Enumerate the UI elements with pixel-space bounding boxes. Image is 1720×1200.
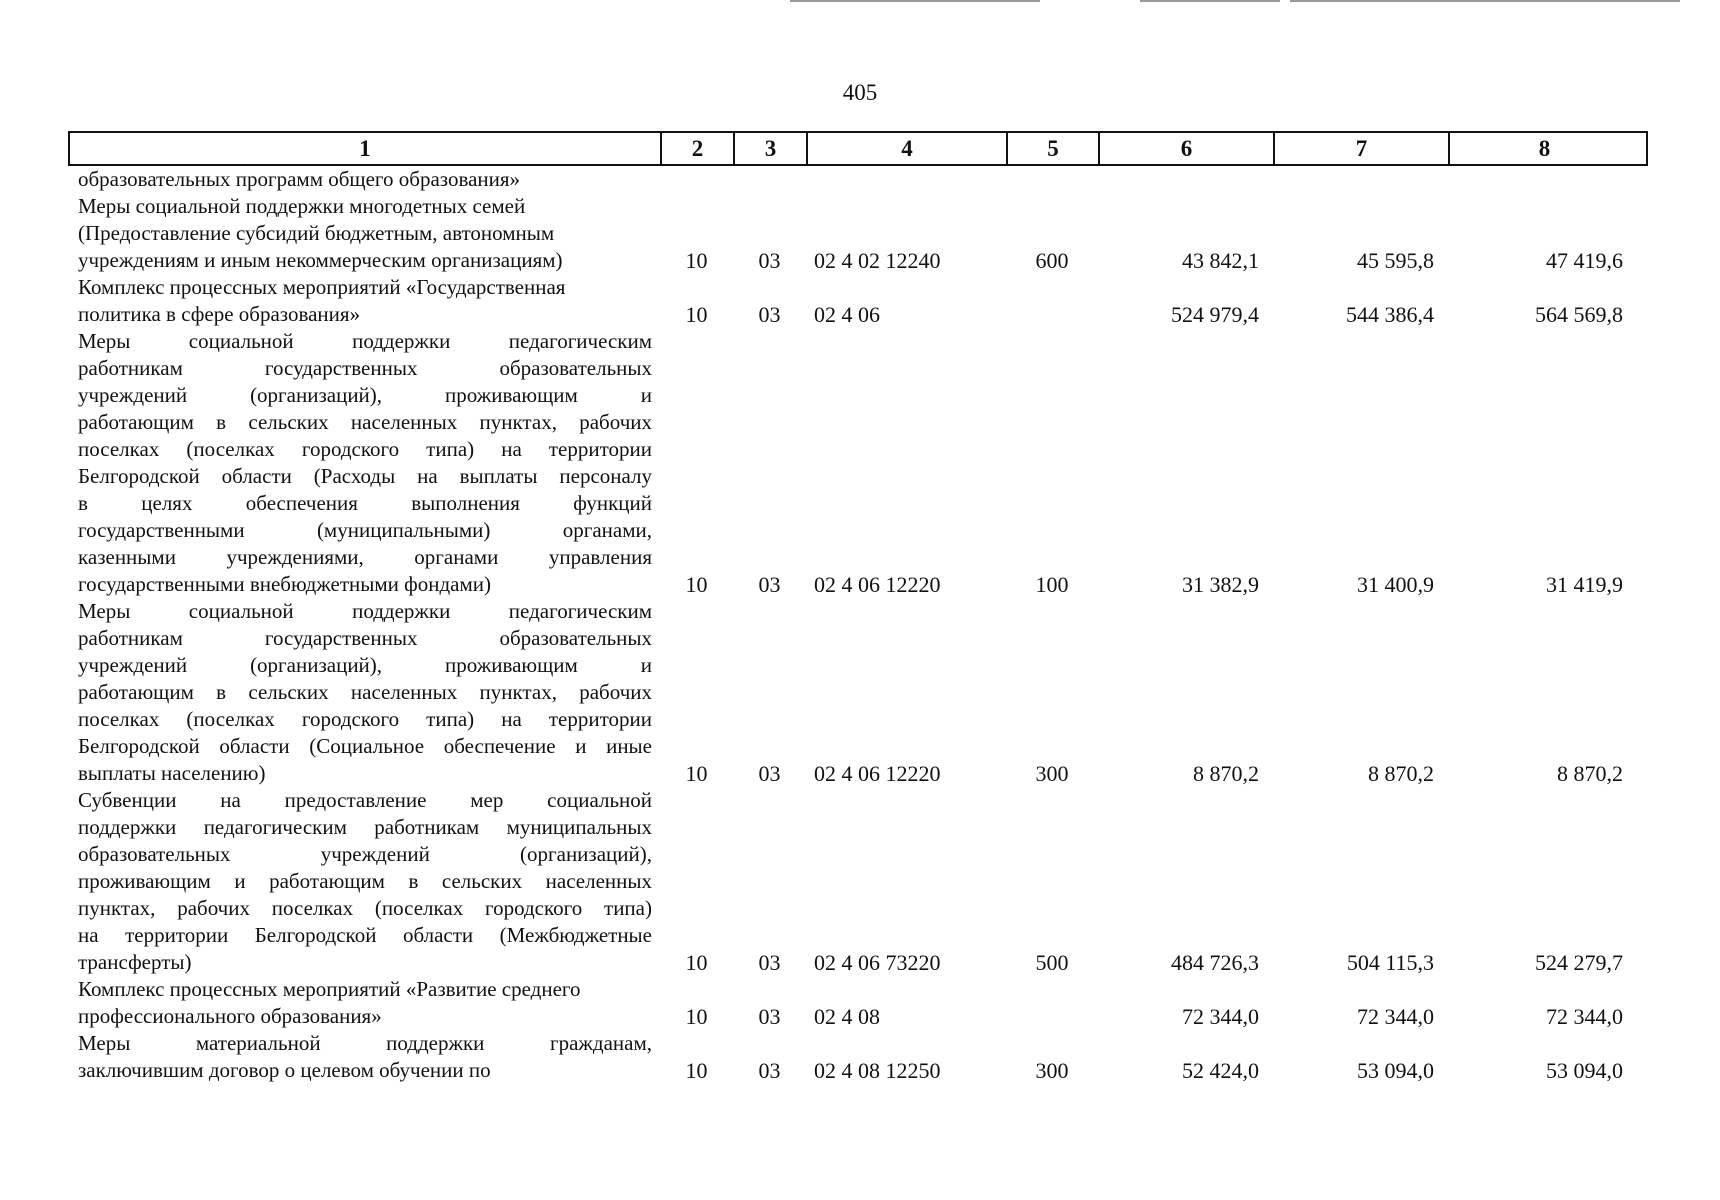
description-line: Субвенции на предоставление мер социальной — [78, 788, 652, 812]
description-line: пунктах, рабочих поселках (поселках городского типа) — [78, 896, 652, 920]
amount-year-1: 43 842,1 — [1182, 248, 1259, 273]
description-line: политика в сфере образования» — [78, 302, 361, 326]
row-description — [68, 274, 660, 328]
subsection-code: 03 — [758, 1004, 781, 1029]
table-row — [68, 328, 1648, 598]
amount-year-2: 8 870,2 — [1368, 761, 1434, 786]
subsection-code: 03 — [758, 572, 781, 597]
description-line: профессионального образования» — [78, 1004, 382, 1028]
description-line: Белгородской области (Социальное обеспечение и иные — [78, 734, 652, 758]
budget-table — [68, 131, 1648, 1084]
target-article-code: 02 4 06 — [814, 302, 880, 327]
amount-year-3: 8 870,2 — [1557, 761, 1623, 786]
row-description — [68, 976, 660, 1030]
amount-year-1: 31 382,9 — [1182, 572, 1259, 597]
amount-year-3: 53 094,0 — [1546, 1058, 1623, 1083]
description-line: Меры материальной поддержки гражданам, — [78, 1031, 652, 1055]
amount-year-2: 504 115,3 — [1346, 950, 1434, 975]
target-article-code: 02 4 06 12220 — [814, 761, 941, 786]
description-line: учреждений (организаций), проживающим и — [78, 383, 652, 407]
description-line: образовательных учреждений (организаций), — [78, 842, 652, 866]
description-line: Меры социальной поддержки педагогическим — [78, 599, 652, 623]
column-header-1: 1 — [70, 133, 662, 164]
row-description — [68, 1030, 660, 1084]
column-header-7: 7 — [1275, 133, 1450, 164]
amount-year-1: 72 344,0 — [1182, 1004, 1259, 1029]
column-header-2: 2 — [662, 133, 735, 164]
page-number: 405 — [842, 80, 878, 105]
expense-type-code: 100 — [1035, 572, 1069, 597]
column-header-6: 6 — [1100, 133, 1275, 164]
amount-year-2: 72 344,0 — [1357, 1004, 1434, 1029]
description-line: поселках (поселках городского типа) на территории — [78, 437, 652, 461]
section-code: 10 — [685, 1058, 708, 1083]
scan-artifact-line — [790, 0, 1040, 2]
section-code: 10 — [685, 761, 708, 786]
subsection-code: 03 — [758, 1058, 781, 1083]
column-header-8: 8 — [1538, 136, 1551, 161]
row-description — [68, 328, 660, 598]
amount-year-1: 8 870,2 — [1193, 761, 1259, 786]
amount-year-1: 524 979,4 — [1171, 302, 1259, 327]
description-line: поселках (поселках городского типа) на территории — [78, 707, 652, 731]
expense-type-code: 600 — [1035, 248, 1069, 273]
target-article-code: 02 4 06 12220 — [814, 572, 941, 597]
description-line: работникам государственных образовательных — [78, 626, 652, 650]
amount-year-3: 31 419,9 — [1546, 572, 1623, 597]
expense-type-code: 300 — [1035, 1058, 1069, 1083]
row-description — [68, 193, 660, 274]
description-line: проживающим и работающим в сельских населенных — [78, 869, 652, 893]
section-code: 10 — [685, 1004, 708, 1029]
description-line: (Предоставление субсидий бюджетным, автономным — [78, 221, 555, 245]
subsection-code: 03 — [758, 248, 781, 273]
description-line: на территории Белгородской области (Межбюджетные — [78, 923, 652, 947]
section-code: 10 — [685, 302, 708, 327]
section-code: 10 — [685, 248, 708, 273]
description-line: поддержки педагогическим работникам муниципальных — [78, 815, 652, 839]
description-line: Комплекс процессных мероприятий «Развитие среднего — [78, 977, 581, 1001]
target-article-code: 02 4 08 12250 — [814, 1058, 941, 1083]
table-row — [68, 274, 1648, 328]
amount-year-2: 53 094,0 — [1357, 1058, 1434, 1083]
amount-year-3: 524 279,7 — [1535, 950, 1623, 975]
description-line: Меры социальной поддержки педагогическим — [78, 329, 652, 353]
amount-year-2: 45 595,8 — [1357, 248, 1434, 273]
description-line: выплаты населению) — [78, 761, 266, 785]
amount-year-3: 47 419,6 — [1546, 248, 1623, 273]
description-line: работающим в сельских населенных пунктах, рабочих — [78, 680, 652, 704]
description-line: государственными внебюджетными фондами) — [78, 572, 492, 596]
table-row — [68, 598, 1648, 787]
column-header-5: 5 — [1008, 133, 1100, 164]
column-header-3: 3 — [735, 133, 808, 164]
subsection-code: 03 — [758, 761, 781, 786]
description-line: работающим в сельских населенных пунктах, рабочих — [78, 410, 652, 434]
amount-year-2: 544 386,4 — [1346, 302, 1434, 327]
description-line: Белгородской области (Расходы на выплаты персоналу — [78, 464, 652, 488]
subsection-code: 03 — [758, 302, 781, 327]
description-line: заключившим договор о целевом обучении по — [78, 1058, 491, 1082]
amount-year-1: 52 424,0 — [1182, 1058, 1259, 1083]
amount-year-3: 564 569,8 — [1535, 302, 1623, 327]
description-line: казенными учреждениями, органами управления — [78, 545, 652, 569]
description-line: трансферты) — [78, 950, 192, 974]
section-code: 10 — [685, 572, 708, 597]
table-header-row — [68, 131, 1648, 166]
scan-artifact-line — [1290, 0, 1680, 2]
amount-year-1: 484 726,3 — [1171, 950, 1259, 975]
table-body — [68, 166, 1648, 1084]
expense-type-code: 300 — [1035, 761, 1069, 786]
table-row — [68, 976, 1648, 1030]
subsection-code: 03 — [758, 950, 781, 975]
description-line: работникам государственных образовательных — [78, 356, 652, 380]
target-article-code: 02 4 02 12240 — [814, 248, 941, 273]
section-code: 10 — [685, 950, 708, 975]
description-line: учреждениям и иным некоммерческим организациям) — [78, 248, 563, 272]
column-header-4: 4 — [808, 133, 1008, 164]
description-line: в целях обеспечения выполнения функций — [78, 491, 652, 515]
description-line: Комплекс процессных мероприятий «Государственная — [78, 275, 566, 299]
description-line: Меры социальной поддержки многодетных семей — [78, 194, 526, 218]
description-line: образовательных программ общего образования» — [78, 167, 521, 191]
row-description — [68, 166, 660, 193]
scan-artifact-line — [1140, 0, 1280, 2]
target-article-code: 02 4 08 — [814, 1004, 880, 1029]
target-article-code: 02 4 06 73220 — [814, 950, 941, 975]
table-row — [68, 166, 1648, 193]
table-row — [68, 787, 1648, 976]
amount-year-2: 31 400,9 — [1357, 572, 1434, 597]
expense-type-code: 500 — [1035, 950, 1069, 975]
row-description — [68, 787, 660, 976]
table-row — [68, 193, 1648, 274]
table-row — [68, 1030, 1648, 1084]
amount-year-3: 72 344,0 — [1546, 1004, 1623, 1029]
row-description — [68, 598, 660, 787]
description-line: учреждений (организаций), проживающим и — [78, 653, 652, 677]
description-line: государственными (муниципальными) органами, — [78, 518, 652, 542]
